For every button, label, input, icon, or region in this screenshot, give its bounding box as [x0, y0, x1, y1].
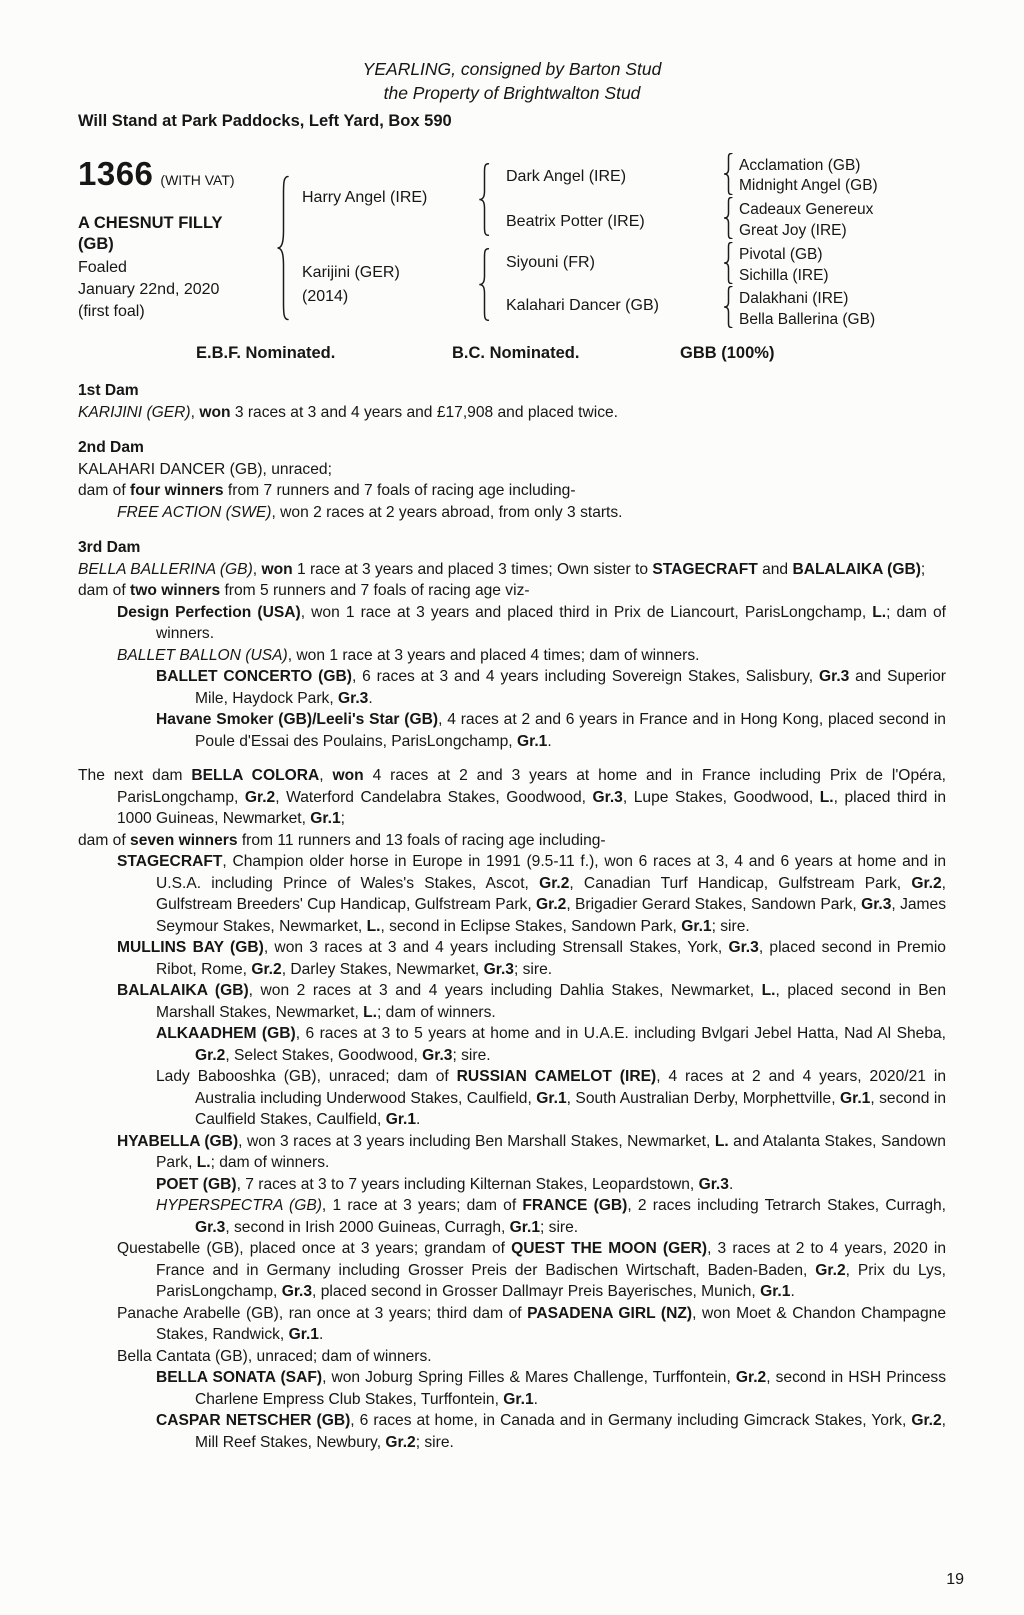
text-segment: 1 race at 3 years and placed 3 times; Own sister to — [292, 560, 653, 578]
text-segment: , — [190, 403, 200, 421]
text-segment: Questabelle (GB), placed once at 3 years; grandam of — [117, 1240, 512, 1257]
pedigree-tree — [78, 151, 946, 334]
catalogue-page — [0, 57, 1024, 1615]
pedigree-paragraph — [78, 851, 946, 937]
pedigree-paragraph — [78, 1023, 946, 1066]
text-segment: QUEST THE MOON (GER) — [511, 1240, 708, 1257]
text-segment: . — [790, 1283, 795, 1300]
text-segment: dam of — [78, 582, 131, 599]
text-segment: BELLA SONATA (SAF) — [156, 1369, 323, 1386]
pedigree-brace-sire — [478, 163, 491, 236]
dam-dam-sire-name: Dalakhani (IRE) — [739, 290, 849, 307]
dam-dam-name: Kalahari Dancer (GB) — [506, 297, 659, 314]
pedigree-paragraph — [78, 1174, 946, 1196]
text-segment: won — [332, 767, 364, 784]
pedigree-paragraph — [78, 580, 946, 602]
text-segment: Gr.3 — [195, 1218, 226, 1236]
page-header — [0, 57, 1024, 105]
text-segment: won — [199, 403, 231, 421]
dam-section-heading: 1st Dam — [78, 382, 139, 399]
text-segment: BELLA COLORA — [191, 767, 320, 784]
text-segment: , second in Irish 2000 Guineas, Curragh, — [225, 1218, 510, 1236]
text-segment: , 3 races at 2 to 4 years, 2020 in France and in Germany including Grosser Preis der Badischen Wirtschaft, Baden-Baden, — [156, 1240, 947, 1279]
text-segment: Gr.1 — [288, 1326, 319, 1343]
text-segment: PASADENA GIRL (NZ) — [527, 1304, 693, 1322]
pedigree-paragraph — [78, 602, 946, 645]
text-segment: , 1 race at 3 years; dam of — [321, 1197, 523, 1214]
dam-name-line: Karijini (GER) — [302, 264, 400, 281]
text-segment: , won Moet & Chandon Champagne Stakes, Randwick, — [156, 1304, 946, 1343]
text-segment: , Waterford Candelabra Stakes, Goodwood, — [275, 788, 593, 806]
text-segment: seven winners — [130, 831, 238, 849]
sire-dam-dam-name: Great Joy (IRE) — [739, 222, 847, 239]
pedigree-brace-dam-sire — [723, 242, 734, 284]
text-segment: ; sire. — [540, 1218, 579, 1236]
text-segment: Gr.2 — [385, 1433, 416, 1451]
text-segment: and — [757, 560, 793, 578]
pedigree-paragraph — [78, 1131, 946, 1174]
text-segment: Gr.1 — [509, 1218, 540, 1236]
text-segment: and Atalanta Stakes, Sandown Park, — [156, 1132, 946, 1171]
text-segment: Gr.3 — [592, 788, 623, 806]
text-segment: BALALAIKA (GB) — [792, 560, 921, 578]
dam-name — [302, 261, 400, 309]
text-segment: Gr.1 — [681, 917, 712, 935]
pedigree-paragraph — [78, 937, 946, 980]
bc-nomination: B.C. Nominated. — [452, 344, 580, 362]
text-segment: won — [261, 560, 293, 578]
text-segment: STAGECRAFT — [652, 560, 758, 578]
text-segment: Gr.1 — [503, 1390, 534, 1408]
sire-sire-dam-name: Midnight Angel (GB) — [739, 177, 878, 194]
text-segment: . — [728, 1175, 734, 1193]
pedigree-paragraph — [78, 1346, 946, 1368]
text-segment: , placed second in Premio Ribot, Rome, — [156, 939, 946, 978]
text-segment: ; — [920, 560, 926, 578]
ebf-nomination: E.B.F. Nominated. — [196, 344, 336, 362]
vat-note: (WITH VAT) — [160, 172, 235, 188]
text-segment: Gr.3 — [728, 939, 759, 956]
text-segment: , Darley Stakes, Newmarket, — [281, 960, 484, 978]
text-segment: , won 3 races at 3 years including Ben Marshall Stakes, Newmarket, — [238, 1132, 715, 1150]
text-segment: , James Seymour Stakes, Newmarket, — [156, 896, 947, 935]
text-segment: Lady Babooshka (GB), unraced; dam of — [156, 1068, 457, 1085]
pedigree-paragraph — [78, 830, 946, 852]
text-segment: Gr.2 — [251, 960, 282, 978]
stand-location-line: Will Stand at Park Paddocks, Left Yard, Box 590 — [78, 112, 452, 130]
text-segment: ; sire. — [452, 1046, 491, 1064]
text-segment: BALLET BALLON (USA) — [117, 646, 288, 664]
text-segment: , — [319, 767, 333, 784]
pedigree-paragraph — [78, 1367, 946, 1410]
text-segment: , won 2 races at 3 and 4 years including Dahlia Stakes, Newmarket, — [248, 982, 762, 999]
text-segment: and Superior Mile, Haydock Park, — [195, 668, 947, 707]
text-segment: HYPERSPECTRA (GB) — [156, 1197, 322, 1214]
text-segment: L. — [366, 917, 381, 935]
dam-year: (2014) — [302, 288, 349, 305]
horse-description — [78, 213, 223, 255]
horse-country-suffix: (GB) — [78, 235, 114, 253]
text-segment: , won 1 race at 3 years and placed third in Prix de Liancourt, ParisLongchamp, — [300, 603, 873, 621]
text-segment: , second in HSH Princess Charlene Empress Club Stakes, Turffontein, — [195, 1369, 946, 1408]
text-segment: . — [533, 1390, 538, 1408]
text-segment: . — [368, 689, 373, 707]
text-segment: ALKAADHEM (GB) — [156, 1025, 296, 1042]
text-segment: L. — [196, 1154, 211, 1171]
lot-number: 1366 — [78, 155, 154, 192]
text-segment: 3 races at 3 and 4 years and £17,908 and placed twice. — [230, 403, 619, 421]
text-segment: ; sire. — [711, 917, 750, 935]
text-segment: , — [252, 560, 262, 578]
pedigree-paragraph — [78, 1238, 946, 1303]
text-segment: Gr.2 — [911, 874, 942, 892]
consignor-line: YEARLING, consigned by Barton Stud — [362, 59, 662, 79]
text-segment: Gr.3 — [698, 1175, 729, 1193]
pedigree-paragraph — [78, 709, 946, 752]
text-segment: dam of — [78, 482, 131, 499]
text-segment: BELLA BALLERINA (GB) — [78, 560, 253, 578]
text-segment: ; dam of winners. — [376, 1003, 496, 1021]
text-segment: . — [318, 1326, 324, 1343]
text-segment: . — [416, 1111, 421, 1128]
text-segment: , placed second in Grosser Dallmayr Preis Bayerisches, Munich, — [312, 1283, 761, 1300]
text-segment: , Prix du Lys, ParisLongchamp, — [156, 1261, 946, 1300]
pedigree-paragraph — [78, 1195, 946, 1238]
text-segment: Gr.3 — [483, 960, 514, 978]
pedigree-brace-sire-sire — [723, 153, 734, 195]
foaled-label: Foaled — [78, 259, 127, 276]
text-segment: Gr.3 — [861, 896, 892, 913]
text-segment: , 2 races including Tetrarch Stakes, Curragh, — [627, 1197, 947, 1214]
sire-name: Harry Angel (IRE) — [302, 189, 428, 206]
foal-note: (first foal) — [78, 303, 145, 320]
text-segment: from 11 runners and 13 foals of racing age including- — [237, 831, 606, 849]
text-segment: FRANCE (GB) — [522, 1197, 628, 1214]
text-segment: , Mill Reef Stakes, Newbury, — [195, 1412, 946, 1451]
foaling-details — [78, 257, 219, 323]
pedigree-brace-dam — [478, 248, 491, 321]
text-segment: , placed third in 1000 Guineas, Newmarket, — [117, 788, 946, 827]
text-segment: Gr.2 — [735, 1369, 767, 1386]
text-segment: KARIJINI (GER) — [78, 403, 191, 421]
text-segment: , won 1 race at 3 years and placed 4 times; dam of winners. — [287, 646, 700, 664]
text-segment: Gr.1 — [310, 810, 341, 827]
gbb-status: GBB (100%) — [680, 344, 775, 362]
text-segment: , Gulfstream Breeders' Cup Handicap, Gulfstream Park, — [156, 874, 947, 913]
text-segment: , Lupe Stakes, Goodwood, — [622, 788, 820, 806]
text-segment: , won Joburg Spring Filles & Mares Challenge, Turffontein, — [322, 1369, 736, 1386]
text-segment: Gr.3 — [338, 689, 369, 707]
text-segment: , Brigadier Gerard Stakes, Sandown Park, — [566, 896, 862, 913]
text-segment: Gr.2 — [815, 1261, 846, 1279]
text-segment: Panache Arabelle (GB), ran once at 3 years; third dam of — [117, 1304, 528, 1322]
pedigree-paragraph — [78, 1303, 946, 1346]
pedigree-paragraph — [78, 765, 946, 830]
text-segment: , won 3 races at 3 and 4 years including Strensall Stakes, York, — [263, 939, 729, 956]
text-segment: Gr.1 — [760, 1283, 791, 1300]
pedigree-paragraph — [78, 402, 946, 424]
text-segment: L. — [363, 1003, 377, 1021]
text-segment: , Champion older horse in Europe in 1991 (9.5-11 f.), won 6 races at 3, 4 and 6 years at home and in U.S.A. including Prince of Wales's Stakes, Ascot, — [156, 853, 946, 892]
text-segment: POET (GB) — [156, 1175, 237, 1193]
pedigree-paragraph — [78, 559, 946, 581]
text-segment: Gr.1 — [385, 1111, 417, 1128]
text-segment: Gr.2 — [244, 788, 276, 806]
text-segment: dam of — [78, 831, 131, 849]
text-segment: Design Perfection (USA) — [117, 603, 301, 621]
text-segment: , won 2 races at 2 years abroad, from only 3 starts. — [271, 503, 623, 521]
pedigree-paragraph — [78, 459, 946, 481]
text-segment: L. — [761, 982, 776, 999]
page-number: 19 — [946, 1571, 964, 1588]
pedigree-paragraph — [78, 645, 946, 667]
text-segment: L. — [714, 1132, 729, 1150]
text-segment: CASPAR NETSCHER (GB) — [156, 1412, 351, 1429]
text-segment: , second in Caulfield Stakes, Caulfield, — [195, 1089, 946, 1128]
text-segment: MULLINS BAY (GB) — [117, 939, 264, 956]
sire-dam-name: Beatrix Potter (IRE) — [506, 213, 645, 230]
text-segment: Havane Smoker (GB)/Leeli's Star (GB) — [156, 711, 439, 728]
text-segment: Gr.3 — [422, 1046, 453, 1064]
pedigree-paragraph — [78, 502, 946, 524]
text-segment: Gr.3 — [818, 668, 850, 685]
text-segment: Gr.2 — [911, 1412, 942, 1429]
text-segment: from 7 runners and 7 foals of racing age including- — [223, 482, 576, 499]
text-segment: L. — [819, 788, 834, 806]
text-segment: BALLET CONCERTO (GB) — [156, 668, 352, 685]
text-segment: , Canadian Turf Handicap, Gulfstream Park, — [569, 874, 912, 892]
text-segment: ; dam of winners. — [210, 1154, 330, 1171]
pedigree-brace-sire-dam — [723, 197, 734, 239]
text-segment: . — [547, 732, 552, 750]
pedigree-body — [78, 380, 946, 1453]
dam-sire-sire-name: Pivotal (GB) — [739, 246, 823, 263]
pedigree-paragraph — [78, 480, 946, 502]
text-segment: four winners — [130, 482, 224, 499]
foaled-date: January 22nd, 2020 — [78, 281, 220, 298]
text-segment: two winners — [130, 582, 221, 599]
text-segment: ; — [340, 810, 345, 827]
nominations-row — [78, 344, 946, 366]
text-segment: Gr.1 — [839, 1089, 871, 1107]
text-segment: RUSSIAN CAMELOT (IRE) — [456, 1068, 657, 1085]
text-segment: ; sire. — [513, 960, 553, 978]
dam-sire-name: Siyouni (FR) — [506, 254, 595, 271]
pedigree-paragraph — [78, 666, 946, 709]
text-segment: , 6 races at 3 to 5 years at home and in U.A.E. including Bvlgari Jebel Hatta, Nad Al Sheba, — [295, 1025, 946, 1042]
text-segment: ; dam of winners. — [156, 603, 946, 642]
text-segment: , 6 races at 3 and 4 years including Sovereign Stakes, Salisbury, — [351, 668, 819, 685]
dam-section-heading: 2nd Dam — [78, 439, 144, 456]
horse-description-line: A CHESNUT FILLY — [78, 214, 223, 232]
text-segment: , 6 races at home, in Canada and in Germany including Gimcrack Stakes, York, — [350, 1412, 912, 1429]
text-segment: , 4 races at 2 and 4 years, 2020/21 in Australia including Underwood Stakes, Caulfield, — [195, 1068, 946, 1107]
text-segment: Gr.3 — [281, 1283, 313, 1300]
text-segment: Gr.2 — [195, 1046, 226, 1064]
dam-dam-dam-name: Bella Ballerina (GB) — [739, 311, 876, 328]
text-segment: Bella Cantata (GB), unraced; dam of winners. — [117, 1347, 432, 1365]
text-segment: Gr.2 — [536, 896, 567, 913]
text-segment: STAGECRAFT — [117, 853, 223, 870]
pedigree-paragraph — [78, 980, 946, 1023]
lot-row — [78, 155, 235, 193]
property-line: the Property of Brightwalton Stud — [383, 83, 641, 103]
text-segment: , second in Eclipse Stakes, Sandown Park, — [380, 917, 682, 935]
text-segment: FREE ACTION (SWE) — [117, 503, 272, 521]
text-segment: L. — [872, 603, 887, 621]
text-segment: , Select Stakes, Goodwood, — [225, 1046, 423, 1064]
text-segment: Gr.1 — [516, 732, 548, 750]
pedigree-paragraph — [78, 1410, 946, 1453]
sire-sire-name: Dark Angel (IRE) — [506, 168, 627, 185]
text-segment: from 5 runners and 7 foals of racing age viz- — [220, 582, 530, 599]
text-segment: HYABELLA (GB) — [117, 1132, 239, 1150]
text-segment: , 4 races at 2 and 6 years in France and in Hong Kong, placed second in Poule d'Essai des Poulains, ParisLongchamp, — [195, 711, 946, 750]
text-segment: , South Australian Derby, Morphettville, — [566, 1089, 840, 1107]
pedigree-brace-dam-dam — [723, 286, 734, 328]
pedigree-brace-main — [276, 175, 291, 321]
text-segment: BALALAIKA (GB) — [117, 982, 249, 999]
sire-sire-sire-name: Acclamation (GB) — [739, 157, 861, 174]
text-segment: 4 races at 2 and 3 years at home and in France including Prix de l'Opéra, ParisLongchamp, — [117, 767, 946, 806]
text-segment: Gr.2 — [539, 874, 570, 892]
text-segment: , 7 races at 3 to 7 years including Kilternan Stakes, Leopardstown, — [236, 1175, 699, 1193]
text-segment: ; sire. — [415, 1433, 454, 1451]
text-segment: The next dam — [78, 767, 192, 784]
sire-dam-sire-name: Cadeaux Genereux — [739, 201, 874, 218]
dam-sire-dam-name: Sichilla (IRE) — [739, 267, 829, 284]
text-segment: Gr.1 — [536, 1089, 567, 1107]
text-segment: , placed second in Ben Marshall Stakes, Newmarket, — [156, 982, 947, 1021]
pedigree-paragraph — [78, 1066, 946, 1131]
text-segment: KALAHARI DANCER (GB), unraced; — [78, 460, 332, 478]
dam-section-heading: 3rd Dam — [78, 539, 141, 556]
